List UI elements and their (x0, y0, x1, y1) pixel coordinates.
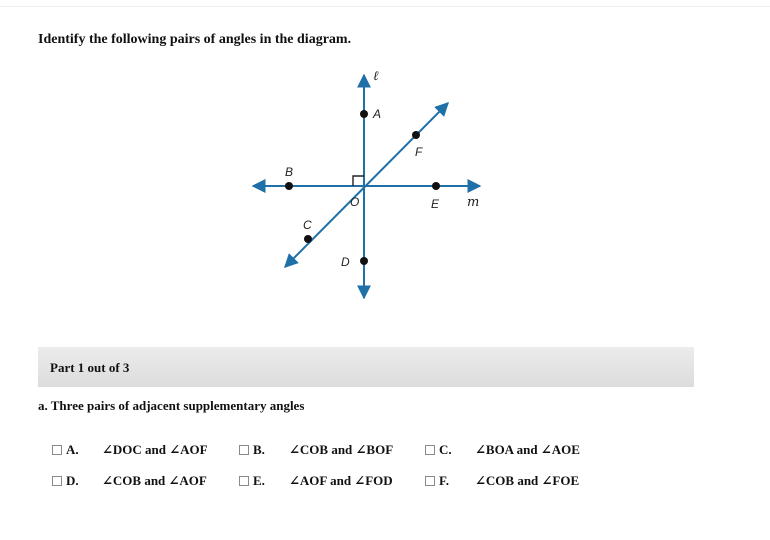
point-e (432, 182, 440, 190)
choice-a-text: ∠DOC and ∠AOF (102, 442, 208, 457)
choice-d-text: ∠COB and ∠AOF (102, 473, 207, 488)
point-b-label: B (285, 165, 294, 179)
choice-c-checkbox[interactable] (425, 445, 435, 455)
point-e-label: E (431, 197, 440, 211)
part-label: Part 1 out of 3 (50, 360, 130, 375)
point-f-label: F (415, 145, 423, 159)
choice-e-letter: E. (253, 473, 265, 488)
question-prompt: Identify the following pairs of angles in the diagram. (38, 32, 352, 47)
point-b (285, 182, 293, 190)
point-d (360, 257, 368, 265)
choice-f-text: ∠COB and ∠FOE (475, 473, 580, 488)
point-d-label: D (341, 255, 350, 269)
point-c-label: C (303, 218, 312, 232)
choice-f-checkbox[interactable] (425, 476, 435, 486)
choice-d-letter: D. (66, 473, 79, 488)
point-f (412, 131, 420, 139)
choice-b-text: ∠COB and ∠BOF (289, 442, 394, 457)
choice-a-checkbox[interactable] (52, 445, 62, 455)
right-angle-marker (353, 176, 364, 186)
choice-b-checkbox[interactable] (239, 445, 249, 455)
choice-c-letter: C. (439, 442, 452, 457)
part-header (38, 347, 694, 387)
choice-a-letter: A. (66, 442, 79, 457)
line-l-label: ℓ (373, 69, 379, 84)
subquestion-text: a. Three pairs of adjacent supplementary angles (38, 398, 305, 413)
choice-e-text: ∠AOF and ∠FOD (289, 473, 393, 488)
point-a (360, 110, 368, 118)
point-c (304, 235, 312, 243)
choice-e-checkbox[interactable] (239, 476, 249, 486)
choice-b-letter: B. (253, 442, 265, 457)
choice-d-checkbox[interactable] (52, 476, 62, 486)
point-a-label: A (373, 107, 382, 121)
choice-f-letter: F. (439, 473, 449, 488)
point-o-label: O (350, 195, 360, 209)
choice-c-text: ∠BOA and ∠AOE (475, 442, 580, 457)
line-m-label: m (467, 195, 480, 210)
